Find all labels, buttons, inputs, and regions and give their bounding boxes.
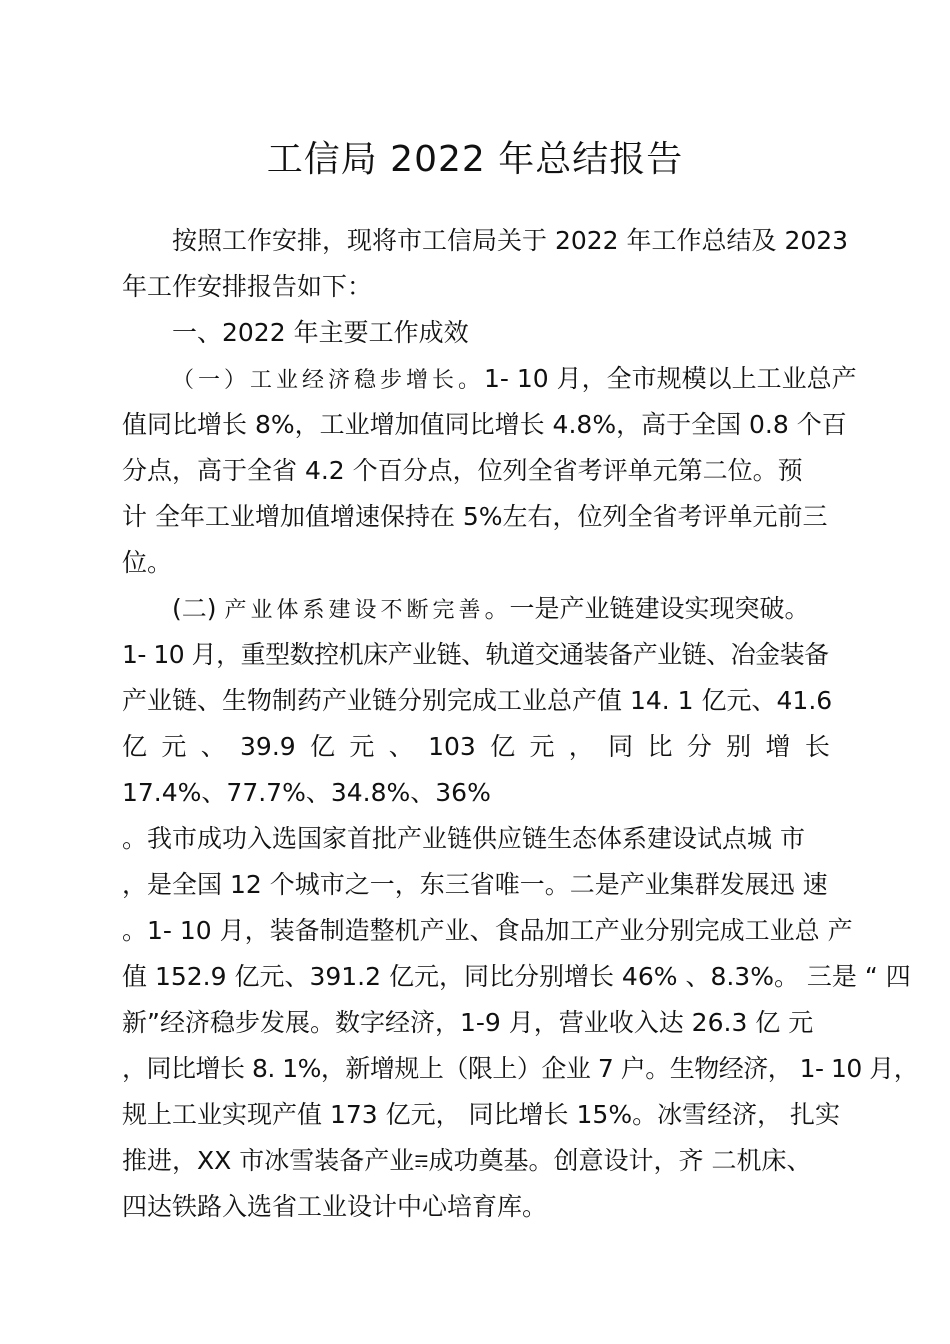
- spread-token: 增: [765, 732, 791, 761]
- spread-token: ，: [568, 732, 594, 761]
- paragraph-line: 四达铁路入选省工业设计中心培育库。: [122, 1192, 548, 1221]
- subsection-heading: 产业体系建设不断完善: [224, 598, 485, 623]
- spread-token: 、: [200, 732, 226, 761]
- page-title: 工信局 2022 年总结报告: [266, 139, 684, 180]
- paragraph-text: 1- 10 月，全市规模以上工业总产: [484, 364, 857, 393]
- spread-token: 元: [529, 732, 555, 761]
- paragraph-line: 。我市成功入选国家首批产业链供应链生态体系建设试点城 市: [122, 824, 805, 853]
- spread-token: 长: [804, 732, 830, 761]
- spread-line: [122, 724, 830, 770]
- spread-token: 亿: [122, 732, 148, 761]
- spread-token: 元: [161, 732, 187, 761]
- paragraph-line: 值同比增长 8%，工业增加值同比增长 4.8%，高于全国 0.8 个百: [122, 410, 847, 439]
- section-heading: 一、2022 年主要工作成效: [172, 318, 469, 347]
- spread-token: 元: [349, 732, 375, 761]
- spread-token: 比: [647, 732, 673, 761]
- paragraph-line: 位。: [122, 548, 173, 577]
- paragraph-line: 规上工业实现产值 173 亿元， 同比增长 15%。冰雪经济， 扎实: [122, 1100, 841, 1129]
- spread-token: 别: [726, 732, 752, 761]
- subsection-heading: （一）工业经济稳步增长。: [172, 368, 485, 393]
- paragraph-line: 新”经济稳步发展。数字经济，1-9 月，营业收入达 26.3 亿 元: [122, 1008, 814, 1037]
- paragraph-line: 按照工作安排，现将市工信局关于 2022 年工作总结及 2023: [172, 226, 849, 255]
- paragraph-line: 。1- 10 月，装备制造整机产业、食品加工产业分别完成工业总 产: [122, 916, 853, 945]
- spread-token: 39.9: [240, 732, 296, 761]
- paragraph-text: 推进，XX 市冰雪装备产业: [122, 1146, 415, 1175]
- paragraph-line: 分点，高于全省 4.2 个百分点，位列全省考评单元第二位。预: [122, 456, 803, 485]
- paragraph-line: [122, 1138, 834, 1184]
- spread-token: 分: [686, 732, 712, 761]
- paragraph-line: ，同比增长 8. 1%，新增规上（限上）企业 7 户。生物经济， 1- 10 月，: [122, 1054, 919, 1083]
- paragraph-line: 17.4%、77.7%、34.8%、36%: [122, 778, 491, 807]
- subsection-number: (二): [172, 594, 217, 623]
- paragraph-line: 年工作安排报告如下：: [122, 272, 373, 301]
- paragraph-line: 1- 10 月，重型数控机床产业链、轨道交通装备产业链、冶金装备: [122, 640, 829, 669]
- spread-token: 同: [608, 732, 634, 761]
- spread-token: 亿: [490, 732, 516, 761]
- spread-token: 亿: [310, 732, 336, 761]
- paragraph-line: ，是全国 12 个城市之一，东三省唯一。二是产业集群发展迅 速: [122, 870, 828, 899]
- paragraph-line: 计 全年工业增加值增速保持在 5%左右，位列全省考评单元前三: [122, 502, 828, 531]
- paragraph-text: 成功奠基。创意设计，齐 二机床、: [428, 1146, 812, 1175]
- paragraph-line: [122, 356, 857, 402]
- paragraph-line: [122, 586, 834, 632]
- paragraph-line: 值 152.9 亿元、391.2 亿元，同比分别增长 46% 、8.3%。 三是 “ 四: [122, 962, 911, 991]
- glyph-mark-icon: ☴: [414, 1152, 429, 1171]
- paragraph-text: 。一是产业链建设实现突破。: [484, 594, 810, 623]
- paragraph-line: 产业链、生物制药产业链分别完成工业总产值 14. 1 亿元、41.6: [122, 686, 833, 715]
- spread-token: 、: [388, 732, 414, 761]
- document-body: [122, 218, 919, 1230]
- spread-token: 103: [428, 732, 476, 761]
